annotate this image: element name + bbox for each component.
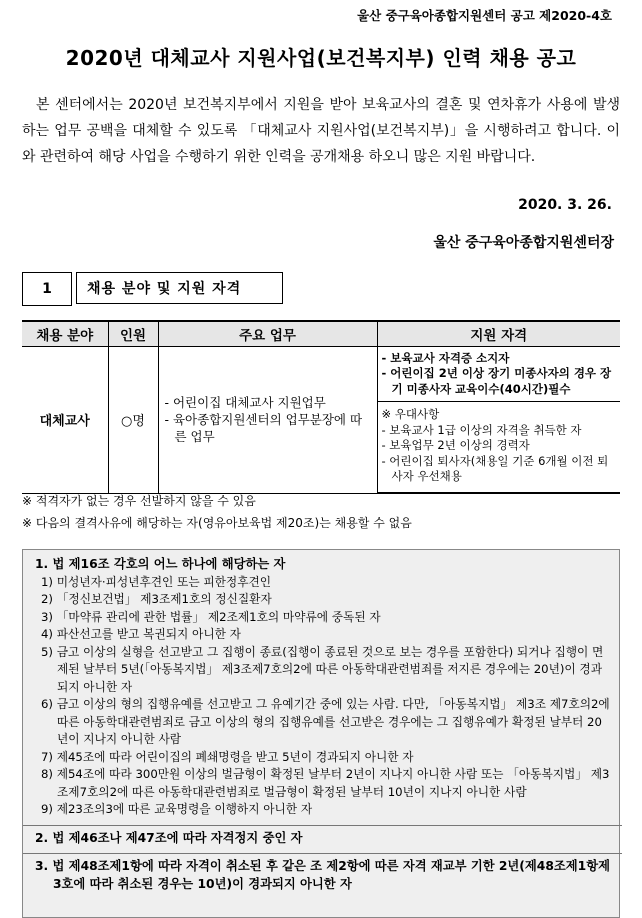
list-item: 2) 「정신보건법」 제3조제1호의 정신질환자 xyxy=(41,592,272,606)
list-item: 8) 제54조에 따라 300만원 이상의 벌금형이 확정된 날부터 2년이 지나지 아니한 사람 또는 「아동복지법」 제3조제7호의2에 따른 아동학대관련범죄로 벌금형이 확정된 날부터 10년이 지나지 아니한 사람 xyxy=(41,767,610,799)
disqualification-box xyxy=(22,549,620,918)
divider xyxy=(23,853,622,854)
qual-item: - 보육교사 자격증 소지자 xyxy=(381,350,510,365)
required-qualifications xyxy=(377,347,620,402)
list-item: 4) 파산선고를 받고 복권되지 아니한 자 xyxy=(41,627,241,641)
disqualification-item-1: 1. 법 제16조 각호의 어느 하나에 해당하는 자 xyxy=(35,557,286,571)
disqualification-item-3: 3. 법 제48조제1항에 따라 자격이 취소된 후 같은 조 제2항에 따른 자격 재교부 기한 2년(제48조제1항제3호에 따라 취소된 경우는 10년)이 경과되지 아니한 자 xyxy=(35,859,610,891)
duty-item: - 어린이집 대체교사 지원업무 xyxy=(164,395,326,411)
list-item: 9) 제23조의3에 따른 교육명령을 이행하지 아니한 자 xyxy=(41,802,313,816)
duty-item: - 육아종합지원센터의 업무분장에 따른 업무 xyxy=(164,412,363,445)
list-item: 3) 「마약류 관리에 관한 법률」 제2조제1호의 마약류에 중독된 자 xyxy=(41,609,381,624)
qual-item: - 어린이집 2년 이상 장기 미종사자의 경우 장기 미종사자 교육이수(40시간)필수 xyxy=(381,366,612,396)
note-no-qualified: ※ 적격자가 없는 경우 선발하지 않을 수 있음 xyxy=(22,494,256,508)
divider xyxy=(23,825,622,826)
page-title: 2020년 대체교사 지원사업(보건복지부) 인력 채용 공고 xyxy=(65,46,577,70)
list-item: 1) 미성년자·피성년후견인 또는 피한정후견인 xyxy=(41,574,272,589)
notice-number: 울산 중구육아종합지원센터 공고 제2020-4호 xyxy=(357,8,612,23)
duties-cell xyxy=(158,347,377,494)
list-item: 5) 금고 이상의 실형을 선고받고 그 집행이 종료(집행이 종료된 것으로 보는 경우를 포함한다) 되거나 집행이 면제된 날부터 5년(「아동복지법」 제3조제7호의2에 따른 아동학대관련범죄를 저지른 경우에는 20년)이 경과되지 아니한 자 xyxy=(41,644,604,694)
header-field: 채용 분야 xyxy=(22,321,108,347)
intro-text: 본 센터에서는 2020년 보건복지부에서 지원을 받아 보육교사의 결혼 및 연차휴가 사용에 발생하는 업무 공백을 대체할 수 있도록 「대체교사 지원사업(보건복지부)」을 시행하려고 합니다. 이와 관련하여 해당 사업을 수행하기 위한 인력을 공개채용 하오니 많은 지원 바랍니다. xyxy=(22,97,620,165)
qual-item: - 어린이집 퇴사자(채용일 기준 6개월 이전 퇴사자 우선채용 xyxy=(381,453,609,484)
count-cell: ○명 xyxy=(108,347,158,494)
list-item: 7) 제45조에 따라 어린이집의 폐쇄명령을 받고 5년이 경과되지 아니한 자 xyxy=(41,749,414,764)
preference-header: ※ 우대사항 xyxy=(381,407,440,422)
note-disqualification: ※ 다음의 결격사유에 해당하는 자(영유아보육법 제20조)는 채용할 수 없음 xyxy=(22,516,412,530)
intro-paragraph xyxy=(22,92,620,170)
qual-item: - 보육교사 1급 이상의 자격을 취득한 자 xyxy=(381,422,582,437)
preferred-qualifications xyxy=(377,402,620,494)
disqualification-item-2: 2. 법 제46조나 제47조에 따라 자격정지 중인 자 xyxy=(35,830,303,845)
recruitment-table xyxy=(22,320,620,494)
notice-date: 2020. 3. 26. xyxy=(518,197,612,213)
signer: 울산 중구육아종합지원센터장 xyxy=(433,235,614,251)
section-number: 1 xyxy=(22,272,72,306)
list-item: 6) 금고 이상의 형의 집행유예를 선고받고 그 유예기간 중에 있는 사람. 다만, 「아동복지법」 제3조 제7호의2에 따른 아동학대관련범죄로 금고 이상의 형의 집행유예를 선고받은 경우에는 그 집행유예가 확정된 날부터 20년이 지나지 아니한 사람 xyxy=(41,697,610,746)
header-duties: 주요 업무 xyxy=(158,321,377,347)
header-qualifications: 지원 자격 xyxy=(377,321,620,347)
field-cell: 대체교사 xyxy=(22,347,108,494)
qual-item: - 보육업무 2년 이상의 경력자 xyxy=(381,438,530,453)
table-row xyxy=(22,347,620,402)
header-count: 인원 xyxy=(108,321,158,347)
section-title: 채용 분야 및 지원 자격 xyxy=(76,272,283,304)
table-header-row xyxy=(22,321,620,347)
